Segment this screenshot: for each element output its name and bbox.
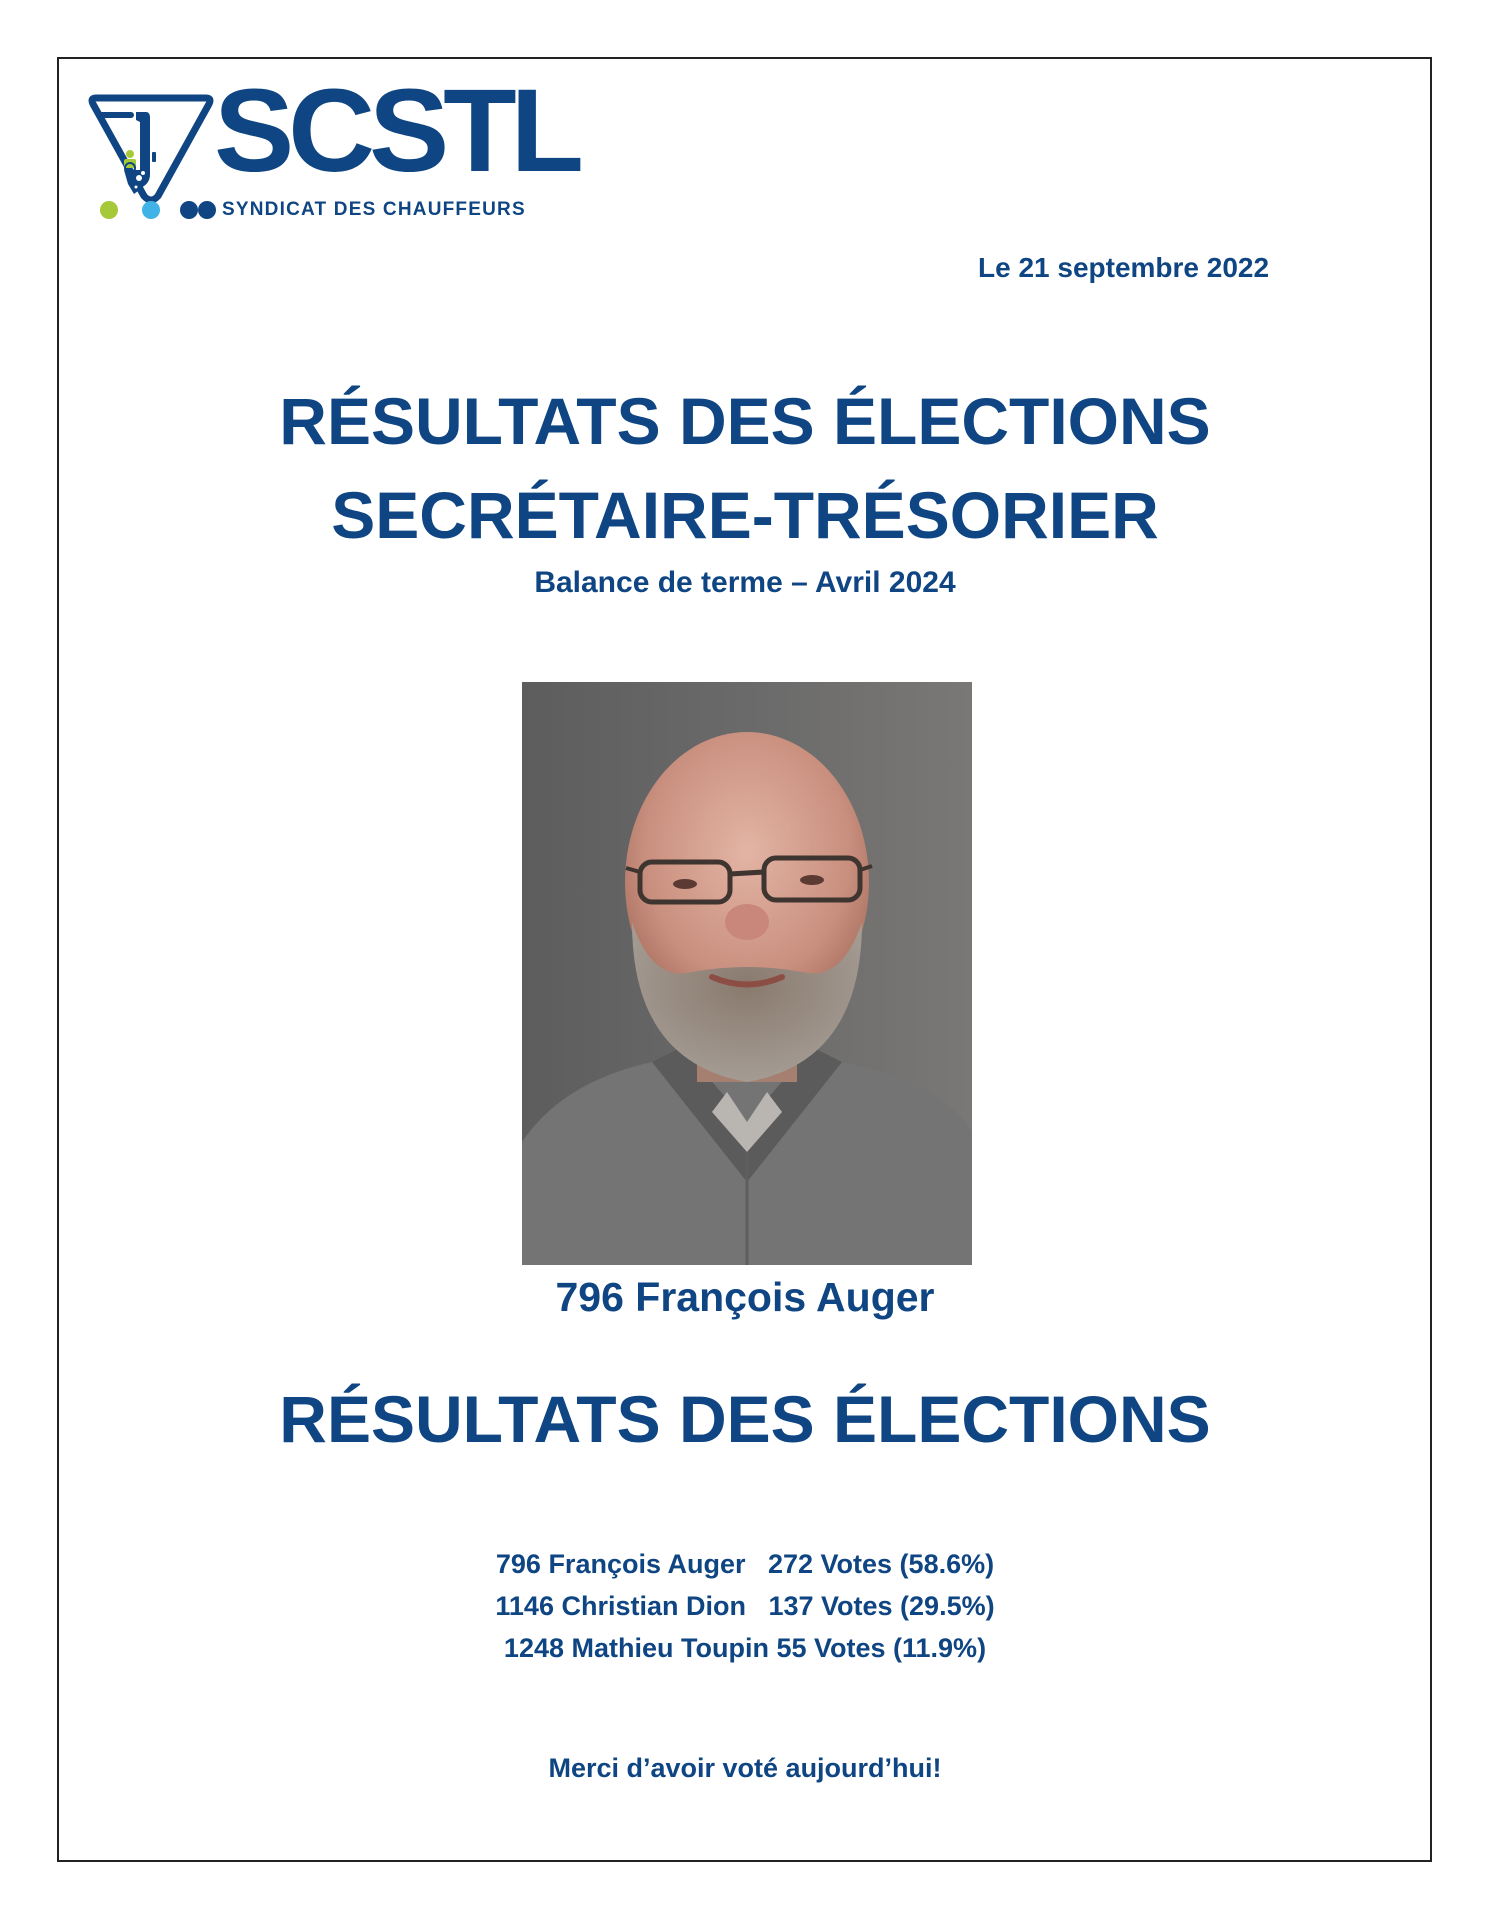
page-title: RÉSULTATS DES ÉLECTIONS (279, 384, 1211, 458)
navy-dot-icon (198, 201, 216, 219)
results-title: RÉSULTATS DES ÉLECTIONS (279, 1382, 1211, 1456)
logo-tagline: SYNDICAT DES CHAUFFEURS (222, 199, 526, 220)
document-date: Le 21 septembre 2022 (978, 252, 1270, 283)
result-row: 1248 Mathieu Toupin 55 Votes (11.9%) (503, 1633, 987, 1663)
portrait-illustration (522, 682, 972, 1265)
navy-dot-icon (180, 201, 198, 219)
result-row: 1146 Christian Dion 137 Votes (29.5%) (495, 1591, 995, 1621)
candidate-photo (522, 682, 972, 1265)
results-list (0, 1543, 1490, 1669)
bus-triangle-logo-icon (88, 92, 214, 204)
result-row: 796 François Auger 272 Votes (58.6%) (495, 1549, 995, 1579)
position-title: SECRÉTAIRE-TRÉSORIER (331, 478, 1159, 552)
light-blue-dot-icon (142, 201, 160, 219)
winner-caption: 796 François Auger (555, 1274, 935, 1320)
election-subtitle: Balance de terme – Avril 2024 (534, 566, 956, 599)
green-dot-icon (100, 201, 118, 219)
logo-wordmark: SCSTL (214, 65, 578, 197)
thank-you-message: Merci d’avoir voté aujourd’hui! (548, 1753, 942, 1783)
